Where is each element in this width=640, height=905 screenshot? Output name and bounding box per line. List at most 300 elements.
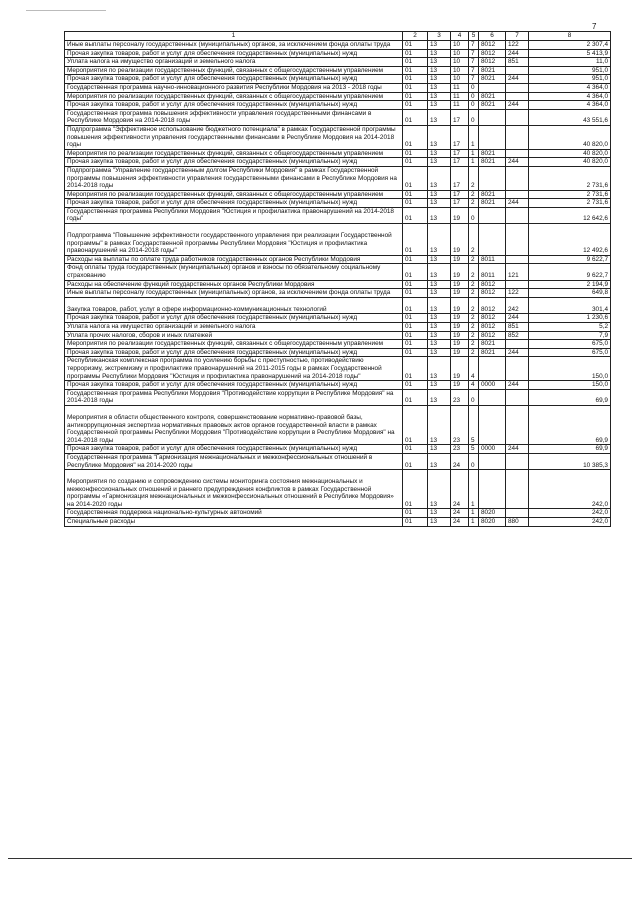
table-row xyxy=(65,158,611,167)
row-amount-cell: 40 820,0 xyxy=(529,149,611,158)
row-code-cell: 7 xyxy=(469,66,479,75)
table-row xyxy=(65,75,611,84)
row-amount-cell: 242,0 xyxy=(529,509,611,518)
row-code-cell: 17 xyxy=(451,166,469,190)
row-code-cell: 19 xyxy=(451,314,469,323)
row-amount-cell: 69,9 xyxy=(529,405,611,444)
row-name-cell: Специальные расходы xyxy=(65,518,403,527)
table-row xyxy=(65,348,611,357)
row-code-cell: 7 xyxy=(469,58,479,67)
row-code-cell: 10 xyxy=(451,66,469,75)
row-code-cell: 01 xyxy=(403,49,428,58)
page-number: 7 xyxy=(592,22,597,31)
row-amount-cell: 675,0 xyxy=(529,348,611,357)
table-row xyxy=(65,453,611,469)
row-name-cell: Расходы на обеспечение функций государственных органов Республики Мордовия xyxy=(65,280,403,289)
row-code-cell: 19 xyxy=(451,207,469,223)
row-code-cell: 244 xyxy=(506,49,529,58)
row-code-cell: 11 xyxy=(451,101,469,110)
table-row xyxy=(65,340,611,349)
row-code-cell: 13 xyxy=(428,75,451,84)
row-code-cell: 244 xyxy=(506,314,529,323)
row-code-cell: 13 xyxy=(428,357,451,381)
row-code-cell: 19 xyxy=(451,289,469,298)
row-code-cell xyxy=(506,166,529,190)
row-name-cell: Мероприятия по реализации государственных функций, связанных с общегосударственным управлением xyxy=(65,149,403,158)
budget-table-container xyxy=(64,31,610,527)
row-code-cell: 17 xyxy=(451,190,469,199)
row-code-cell: 1 xyxy=(469,158,479,167)
row-code-cell: 121 xyxy=(506,264,529,280)
row-code-cell xyxy=(506,340,529,349)
row-code-cell: 8021 xyxy=(479,75,506,84)
row-code-cell: 5 xyxy=(469,445,479,454)
row-code-cell xyxy=(506,389,529,405)
row-code-cell xyxy=(506,92,529,101)
row-name-cell: Мероприятия по реализации государственных функций, связанных с общегосударственным управлением xyxy=(65,66,403,75)
row-name-cell: Уплата налога на имущество организаций и земельного налога xyxy=(65,323,403,332)
row-code-cell xyxy=(506,83,529,92)
header-cell: 7 xyxy=(506,32,529,41)
table-row xyxy=(65,331,611,340)
table-row xyxy=(65,509,611,518)
row-code-cell: 0 xyxy=(469,92,479,101)
table-row xyxy=(65,289,611,298)
row-code-cell: 13 xyxy=(428,381,451,390)
row-code-cell: 8021 xyxy=(479,92,506,101)
row-name-cell: Иные выплаты персоналу государственных (муниципальных) органов, за исключением фонда оплаты труда xyxy=(65,41,403,50)
table-row xyxy=(65,109,611,125)
row-code-cell: 2 xyxy=(469,264,479,280)
budget-table xyxy=(64,31,611,527)
row-amount-cell: 2 731,6 xyxy=(529,199,611,208)
row-code-cell: 8021 xyxy=(479,340,506,349)
row-code-cell: 2 xyxy=(469,348,479,357)
row-amount-cell: 2 194,9 xyxy=(529,280,611,289)
row-code-cell: 13 xyxy=(428,83,451,92)
row-name-cell: Государственная поддержка национально-культурных автономий xyxy=(65,509,403,518)
row-code-cell: 8012 xyxy=(479,280,506,289)
row-code-cell: 0000 xyxy=(479,445,506,454)
row-code-cell: 01 xyxy=(403,518,428,527)
row-amount-cell: 9 622,7 xyxy=(529,264,611,280)
row-code-cell: 8012 xyxy=(479,58,506,67)
row-code-cell: 01 xyxy=(403,357,428,381)
row-code-cell: 244 xyxy=(506,445,529,454)
row-code-cell xyxy=(506,470,529,509)
row-code-cell: 122 xyxy=(506,289,529,298)
row-code-cell: 2 xyxy=(469,340,479,349)
row-code-cell: 122 xyxy=(506,41,529,50)
row-code-cell: 2 xyxy=(469,289,479,298)
row-amount-cell: 69,9 xyxy=(529,389,611,405)
row-code-cell: 244 xyxy=(506,381,529,390)
row-code-cell: 13 xyxy=(428,280,451,289)
row-code-cell: 01 xyxy=(403,280,428,289)
row-code-cell: 19 xyxy=(451,381,469,390)
row-code-cell: 8021 xyxy=(479,101,506,110)
row-code-cell: 8021 xyxy=(479,149,506,158)
row-name-cell: Мероприятия по реализации государственных функций, связанных с общегосударственным управлением xyxy=(65,340,403,349)
row-code-cell: 24 xyxy=(451,518,469,527)
row-code-cell: 8012 xyxy=(479,323,506,332)
row-code-cell xyxy=(506,149,529,158)
row-code-cell: 17 xyxy=(451,199,469,208)
row-code-cell: 01 xyxy=(403,224,428,256)
row-code-cell: 17 xyxy=(451,109,469,125)
row-code-cell: 11 xyxy=(451,92,469,101)
row-name-cell: Подпрограмма "Эффективное использование бюджетного потенциала" в рамках Государственной программы повышения эффективности управления государственными финансами в Республике Мордовия на 2014-2018 годы xyxy=(65,125,403,149)
row-code-cell: 8012 xyxy=(479,289,506,298)
row-code-cell: 244 xyxy=(506,158,529,167)
row-code-cell: 244 xyxy=(506,75,529,84)
row-code-cell: 17 xyxy=(451,125,469,149)
row-code-cell: 8021 xyxy=(479,158,506,167)
row-code-cell xyxy=(479,83,506,92)
row-code-cell: 13 xyxy=(428,348,451,357)
row-code-cell: 19 xyxy=(451,357,469,381)
row-name-cell: Прочая закупка товаров, работ и услуг для обеспечения государственных (муниципальных) нужд xyxy=(65,445,403,454)
row-code-cell: 13 xyxy=(428,389,451,405)
table-row xyxy=(65,66,611,75)
row-code-cell xyxy=(506,125,529,149)
row-code-cell xyxy=(479,224,506,256)
table-row xyxy=(65,314,611,323)
row-code-cell: 242 xyxy=(506,297,529,314)
header-cell: 2 xyxy=(403,32,428,41)
row-code-cell: 7 xyxy=(469,49,479,58)
row-code-cell: 13 xyxy=(428,264,451,280)
row-code-cell: 19 xyxy=(451,297,469,314)
table-row xyxy=(65,255,611,264)
table-row xyxy=(65,323,611,332)
row-amount-cell: 150,0 xyxy=(529,381,611,390)
row-amount-cell: 4 364,0 xyxy=(529,83,611,92)
row-code-cell: 10 xyxy=(451,58,469,67)
table-row xyxy=(65,405,611,444)
row-code-cell: 8021 xyxy=(479,199,506,208)
table-row xyxy=(65,518,611,527)
row-code-cell: 10 xyxy=(451,75,469,84)
row-code-cell: 13 xyxy=(428,297,451,314)
table-row xyxy=(65,58,611,67)
row-code-cell: 4 xyxy=(469,357,479,381)
row-code-cell xyxy=(479,470,506,509)
row-code-cell: 13 xyxy=(428,470,451,509)
row-amount-cell: 4 364,0 xyxy=(529,92,611,101)
row-code-cell: 8012 xyxy=(479,297,506,314)
header-cell: 4 xyxy=(451,32,469,41)
row-code-cell: 852 xyxy=(506,331,529,340)
row-code-cell: 01 xyxy=(403,66,428,75)
row-code-cell: 13 xyxy=(428,331,451,340)
table-row xyxy=(65,357,611,381)
row-code-cell: 13 xyxy=(428,125,451,149)
row-code-cell: 01 xyxy=(403,297,428,314)
header-cell: 5 xyxy=(469,32,479,41)
table-row xyxy=(65,49,611,58)
row-code-cell xyxy=(506,190,529,199)
row-code-cell: 244 xyxy=(506,348,529,357)
row-code-cell: 8012 xyxy=(479,49,506,58)
row-amount-cell: 5,2 xyxy=(529,323,611,332)
row-name-cell: Государственная программа повышения эффективности управления государственными финансами в Республике Мордовия на 2014-2018 годы xyxy=(65,109,403,125)
row-code-cell: 8012 xyxy=(479,331,506,340)
row-code-cell: 2 xyxy=(469,331,479,340)
row-code-cell xyxy=(506,109,529,125)
table-row xyxy=(65,224,611,256)
row-amount-cell: 649,8 xyxy=(529,289,611,298)
row-code-cell: 8021 xyxy=(479,190,506,199)
row-code-cell xyxy=(506,207,529,223)
table-row xyxy=(65,389,611,405)
row-code-cell: 01 xyxy=(403,314,428,323)
row-code-cell: 01 xyxy=(403,190,428,199)
row-code-cell: 01 xyxy=(403,381,428,390)
table-row xyxy=(65,166,611,190)
row-code-cell: 8020 xyxy=(479,518,506,527)
row-amount-cell: 4 364,0 xyxy=(529,101,611,110)
row-amount-cell: 43 551,6 xyxy=(529,109,611,125)
row-code-cell: 23 xyxy=(451,405,469,444)
row-code-cell: 2 xyxy=(469,224,479,256)
row-code-cell: 01 xyxy=(403,405,428,444)
row-code-cell: 01 xyxy=(403,75,428,84)
row-code-cell: 13 xyxy=(428,518,451,527)
row-code-cell: 13 xyxy=(428,453,451,469)
row-name-cell: Мероприятия по созданию и сопровождению системы мониторинга состояния межнациональных и межконфессиональных отношений и раннего предупреждения конфликтов в рамках Государственной программы «Гармонизация межнациональных и межконфессиональных отношений в Республике Мордовия» на 2014-2020 годы xyxy=(65,470,403,509)
table-row xyxy=(65,41,611,50)
row-amount-cell: 150,0 xyxy=(529,357,611,381)
row-name-cell: Расходы на выплаты по оплате труда работников государственных органов Республики Мордовия xyxy=(65,255,403,264)
header-row xyxy=(65,32,611,41)
row-code-cell: 7 xyxy=(469,41,479,50)
scan-artifact xyxy=(26,10,106,11)
row-code-cell: 19 xyxy=(451,280,469,289)
row-amount-cell: 12 492,6 xyxy=(529,224,611,256)
row-code-cell: 19 xyxy=(451,255,469,264)
row-code-cell xyxy=(506,255,529,264)
row-name-cell: Государственная программа научно-инновационного развития Республики Мордовия на 2013 - 2018 годы xyxy=(65,83,403,92)
row-code-cell: 2 xyxy=(469,199,479,208)
row-code-cell: 01 xyxy=(403,255,428,264)
row-code-cell: 13 xyxy=(428,224,451,256)
row-code-cell: 01 xyxy=(403,83,428,92)
row-code-cell: 8021 xyxy=(479,348,506,357)
row-name-cell: Прочая закупка товаров, работ и услуг для обеспечения государственных (муниципальных) нужд xyxy=(65,49,403,58)
row-code-cell: 10 xyxy=(451,49,469,58)
row-code-cell: 2 xyxy=(469,190,479,199)
table-row xyxy=(65,381,611,390)
row-code-cell: 17 xyxy=(451,149,469,158)
row-code-cell xyxy=(479,207,506,223)
row-code-cell xyxy=(506,66,529,75)
row-code-cell: 24 xyxy=(451,509,469,518)
row-code-cell: 13 xyxy=(428,190,451,199)
row-code-cell xyxy=(479,405,506,444)
row-name-cell: Прочая закупка товаров, работ и услуг для обеспечения государственных (муниципальных) нужд xyxy=(65,158,403,167)
row-amount-cell: 40 820,0 xyxy=(529,158,611,167)
row-name-cell: Уплата прочих налогов, сборов и иных платежей xyxy=(65,331,403,340)
table-row xyxy=(65,264,611,280)
row-code-cell: 01 xyxy=(403,264,428,280)
row-code-cell: 10 xyxy=(451,41,469,50)
row-code-cell: 13 xyxy=(428,323,451,332)
table-row xyxy=(65,149,611,158)
row-code-cell: 23 xyxy=(451,389,469,405)
row-code-cell: 24 xyxy=(451,470,469,509)
row-code-cell: 0 xyxy=(469,207,479,223)
header-cell: 3 xyxy=(428,32,451,41)
row-code-cell: 19 xyxy=(451,224,469,256)
row-code-cell: 01 xyxy=(403,389,428,405)
row-code-cell xyxy=(479,453,506,469)
row-code-cell: 13 xyxy=(428,58,451,67)
row-code-cell: 13 xyxy=(428,149,451,158)
row-code-cell: 1 xyxy=(469,149,479,158)
row-code-cell: 0 xyxy=(469,453,479,469)
row-code-cell xyxy=(506,357,529,381)
row-code-cell: 01 xyxy=(403,125,428,149)
table-row xyxy=(65,92,611,101)
table-row xyxy=(65,125,611,149)
row-amount-cell: 12 642,6 xyxy=(529,207,611,223)
row-name-cell: Подпрограмма "Управление государственным долгом Республики Мордовия" в рамках Государственной программы повышения эффективности управления государственными финансами в Республике Мордовия на 2014-2018 годы xyxy=(65,166,403,190)
row-code-cell: 01 xyxy=(403,101,428,110)
row-name-cell: Прочая закупка товаров, работ и услуг для обеспечения государственных (муниципальных) нужд xyxy=(65,314,403,323)
row-amount-cell: 242,0 xyxy=(529,518,611,527)
row-name-cell: Закупка товаров, работ, услуг в сфере информационно-коммуникационных технологий xyxy=(65,297,403,314)
row-code-cell: 0 xyxy=(469,101,479,110)
row-code-cell: 13 xyxy=(428,289,451,298)
row-amount-cell: 2 307,4 xyxy=(529,41,611,50)
row-code-cell xyxy=(506,224,529,256)
row-code-cell: 01 xyxy=(403,58,428,67)
row-code-cell: 8012 xyxy=(479,41,506,50)
row-code-cell: 01 xyxy=(403,158,428,167)
row-code-cell xyxy=(479,125,506,149)
table-body xyxy=(65,41,611,527)
row-code-cell: 2 xyxy=(469,280,479,289)
row-name-cell: Мероприятия в области общественного контроля, совершенствование нормативно-правовой базы, антикоррупционная экспертиза нормативных правовых актов органов государственной власти в рамках Государственной программы Республики Мордовия "Противодействие коррупции в Республике Мордовия" на 2014-2018 годы xyxy=(65,405,403,444)
row-code-cell: 851 xyxy=(506,58,529,67)
table-row xyxy=(65,280,611,289)
row-code-cell: 13 xyxy=(428,49,451,58)
row-code-cell: 13 xyxy=(428,199,451,208)
row-name-cell: Иные выплаты персоналу государственных (муниципальных) органов, за исключением фонда оплаты труда xyxy=(65,289,403,298)
row-amount-cell: 11,0 xyxy=(529,58,611,67)
row-code-cell: 01 xyxy=(403,340,428,349)
row-name-cell: Государственная программа Республики Мордовия "Юстиция и профилактика правонарушений на 2014-2018 годы" xyxy=(65,207,403,223)
table-row xyxy=(65,101,611,110)
row-name-cell: Мероприятия по реализации государственных функций, связанных с общегосударственным управлением xyxy=(65,92,403,101)
row-code-cell: 11 xyxy=(451,83,469,92)
row-amount-cell: 242,0 xyxy=(529,470,611,509)
row-code-cell: 01 xyxy=(403,199,428,208)
row-name-cell: Прочая закупка товаров, работ и услуг для обеспечения государственных (муниципальных) нужд xyxy=(65,348,403,357)
row-code-cell: 19 xyxy=(451,348,469,357)
row-code-cell: 13 xyxy=(428,255,451,264)
row-code-cell: 01 xyxy=(403,509,428,518)
row-code-cell: 13 xyxy=(428,92,451,101)
row-code-cell: 19 xyxy=(451,340,469,349)
row-code-cell: 01 xyxy=(403,109,428,125)
row-code-cell: 24 xyxy=(451,453,469,469)
row-name-cell: Мероприятия по реализации государственных функций, связанных с общегосударственным управлением xyxy=(65,190,403,199)
row-code-cell: 13 xyxy=(428,445,451,454)
row-code-cell xyxy=(506,280,529,289)
row-code-cell: 1 xyxy=(469,125,479,149)
row-code-cell: 8011 xyxy=(479,264,506,280)
row-code-cell: 13 xyxy=(428,509,451,518)
row-code-cell: 13 xyxy=(428,41,451,50)
row-code-cell xyxy=(506,405,529,444)
row-code-cell: 19 xyxy=(451,264,469,280)
row-code-cell: 01 xyxy=(403,470,428,509)
row-code-cell: 19 xyxy=(451,323,469,332)
row-code-cell: 8020 xyxy=(479,509,506,518)
row-code-cell: 2 xyxy=(469,314,479,323)
row-code-cell: 244 xyxy=(506,101,529,110)
row-code-cell xyxy=(506,453,529,469)
row-name-cell: Фонд оплаты труда государственных (муниципальных) органов и взносы по обязательному социальному страхованию xyxy=(65,264,403,280)
row-code-cell: 13 xyxy=(428,158,451,167)
row-name-cell: Прочая закупка товаров, работ и услуг для обеспечения государственных (муниципальных) нужд xyxy=(65,381,403,390)
row-code-cell: 2 xyxy=(469,166,479,190)
row-code-cell: 01 xyxy=(403,92,428,101)
row-code-cell: 244 xyxy=(506,199,529,208)
row-code-cell: 8021 xyxy=(479,66,506,75)
table-row xyxy=(65,207,611,223)
table-row xyxy=(65,199,611,208)
row-code-cell: 0 xyxy=(469,109,479,125)
row-code-cell xyxy=(506,509,529,518)
row-name-cell: Прочая закупка товаров, работ и услуг для обеспечения государственных (муниципальных) нужд xyxy=(65,101,403,110)
row-code-cell: 13 xyxy=(428,101,451,110)
row-amount-cell: 9 622,7 xyxy=(529,255,611,264)
row-code-cell xyxy=(479,357,506,381)
row-amount-cell: 5 413,9 xyxy=(529,49,611,58)
table-row xyxy=(65,470,611,509)
row-code-cell xyxy=(479,166,506,190)
row-amount-cell: 2 731,6 xyxy=(529,166,611,190)
row-name-cell: Государственная программа Республики Мордовия "Противодействие коррупции в Республике Мордовия" на 2014-2018 годы xyxy=(65,389,403,405)
row-code-cell: 851 xyxy=(506,323,529,332)
row-code-cell: 19 xyxy=(451,331,469,340)
row-code-cell: 1 xyxy=(469,470,479,509)
row-code-cell: 13 xyxy=(428,66,451,75)
row-code-cell: 880 xyxy=(506,518,529,527)
row-code-cell: 17 xyxy=(451,158,469,167)
row-code-cell xyxy=(479,389,506,405)
header-cell: 8 xyxy=(529,32,611,41)
row-amount-cell: 951,0 xyxy=(529,66,611,75)
row-name-cell: Республиканская комплексная программа по усилению борьбы с преступностью, противодействию терроризму, экстремизму и профилактике правонарушений на 2011-2015 годы в рамках Государственной программы Республики Мордовия "Юстиция и профилактика правонарушений на 2014-2018 годы" xyxy=(65,357,403,381)
row-name-cell: Уплата налога на имущество организаций и земельного налога xyxy=(65,58,403,67)
row-code-cell: 01 xyxy=(403,289,428,298)
row-code-cell: 2 xyxy=(469,255,479,264)
row-code-cell: 01 xyxy=(403,323,428,332)
row-amount-cell: 10 385,3 xyxy=(529,453,611,469)
row-amount-cell: 675,0 xyxy=(529,340,611,349)
table-row xyxy=(65,190,611,199)
row-code-cell: 01 xyxy=(403,166,428,190)
row-code-cell: 8011 xyxy=(479,255,506,264)
row-code-cell: 01 xyxy=(403,149,428,158)
row-code-cell: 4 xyxy=(469,381,479,390)
row-code-cell: 5 xyxy=(469,405,479,444)
row-amount-cell: 69,9 xyxy=(529,445,611,454)
